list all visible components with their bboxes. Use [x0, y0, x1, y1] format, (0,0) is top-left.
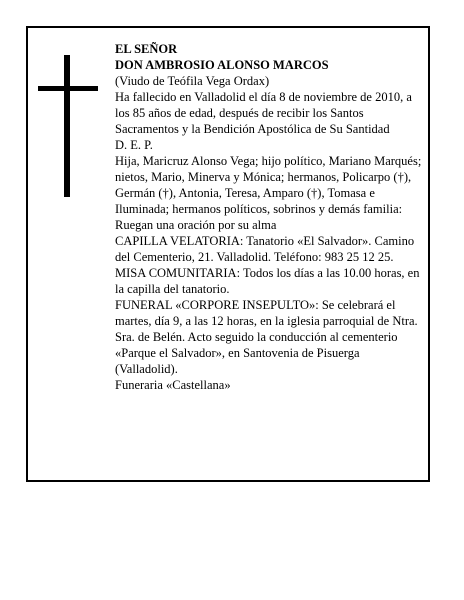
family-list: Hija, Maricruz Alonso Vega; hijo político, Mariano Marqués; nietos, Mario, Minerva y Mónica; hermanos, Policarpo (†), Germán (†), Antonia, Teresa, Amparo (†), Tomasa e Iluminada; hermanos políticos, sobrinos y demás familia:: [115, 154, 422, 216]
funeral-home: Funeraria «Castellana»: [115, 378, 231, 392]
cross-vertical-bar: [64, 55, 70, 197]
funeral-info: FUNERAL «CORPORE INSEPULTO»: Se celebrará el martes, día 9, a las 12 horas, en la iglesia parroquial de Ntra. Sra. de Belén. Acto seguido la conducción al cementerio «Parque el Salvador», en Santovenia de Pisuerga (Valladolid).: [115, 298, 418, 376]
cross-icon: [38, 55, 98, 197]
heading: EL SEÑOR: [115, 42, 178, 56]
cross-horizontal-bar: [38, 86, 98, 91]
wake-info: CAPILLA VELATORIA: Tanatorio «El Salvador». Camino del Cementerio, 21. Valladolid. Teléfono: 983 25 12 25.: [115, 234, 415, 264]
mass-info: MISA COMUNITARIA: Todos los días a las 10.00 horas, en la capilla del tanatorio.: [115, 266, 420, 296]
widow-of: (Viudo de Teófila Vega Ordax): [115, 74, 270, 88]
prayer-request: Ruegan una oración por su alma: [115, 218, 277, 232]
obituary-notice: [26, 26, 430, 482]
death-announcement: Ha fallecido en Valladolid el día 8 de noviembre de 2010, a los 85 años de edad, después de recibir los Santos Sacramentos y la Bendición Apostólica de Su Santidad: [115, 90, 412, 136]
obituary-text: [115, 41, 425, 393]
rip-text: D. E. P.: [115, 138, 153, 152]
deceased-name: DON AMBROSIO ALONSO MARCOS: [115, 58, 329, 72]
